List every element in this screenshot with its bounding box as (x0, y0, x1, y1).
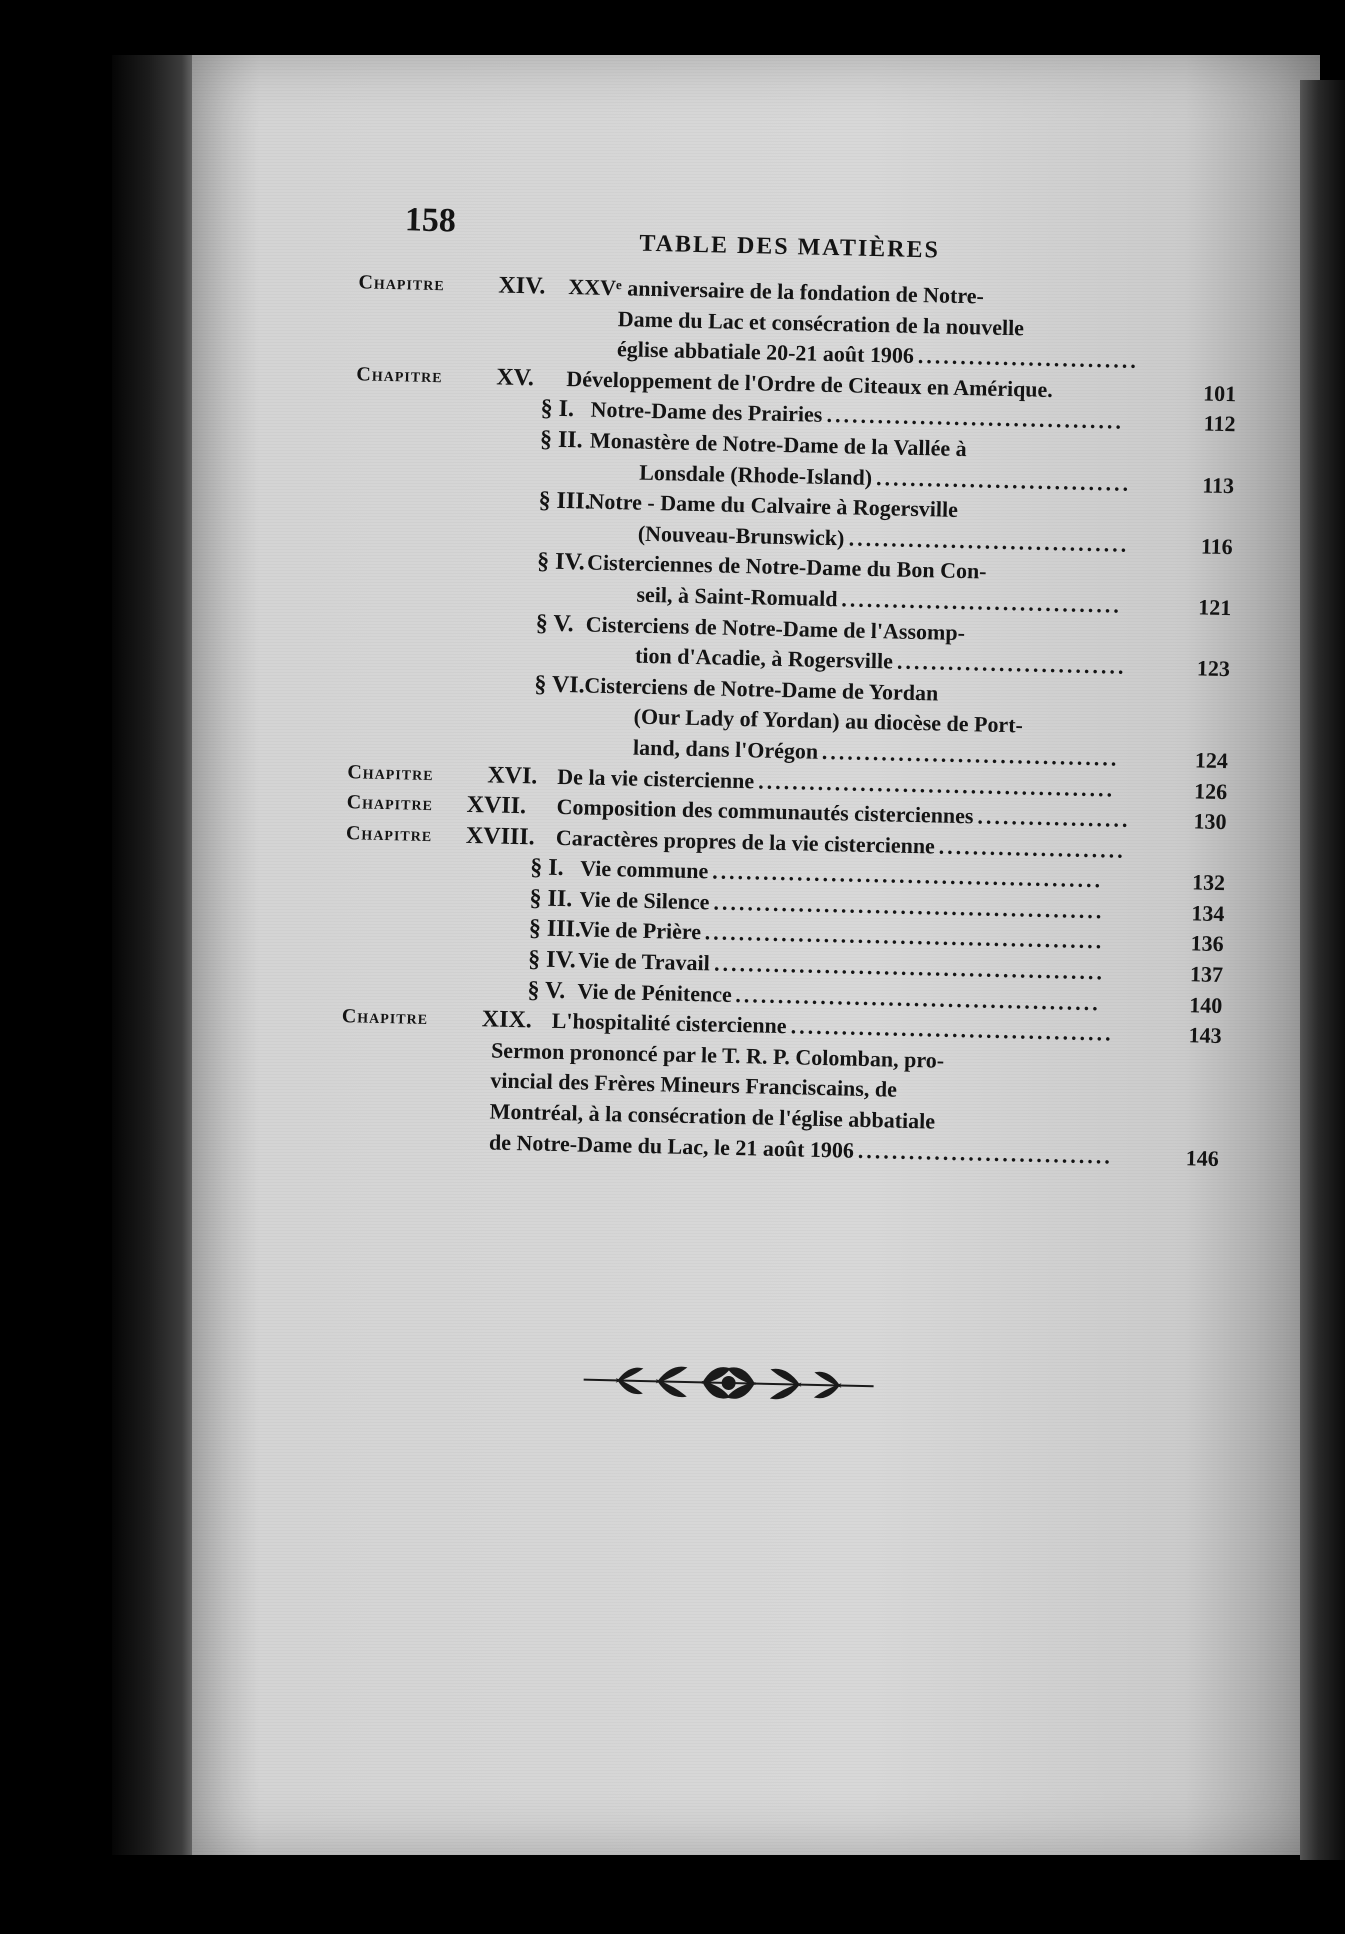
entry-title: L'hospitalité cistercienne (551, 1008, 787, 1039)
dot-leader: ........................... (896, 648, 1127, 679)
page-reference: 101 (1202, 380, 1237, 406)
dot-leader: .............................................. (713, 950, 1106, 985)
page-reference: 123 (1196, 655, 1231, 682)
chapter-number: § V. (527, 976, 566, 1004)
entry-title: tion d'Acadie, à Rogersville (634, 642, 894, 674)
toc-appendix-entry (339, 1032, 1222, 1174)
chapter-label: Chapitre (346, 791, 434, 816)
entry-title: Monastère de Notre-Dame de la Vallée à (589, 427, 967, 462)
entry-title: Développement de l'Ordre de Citeaux en Amérique. (566, 365, 1054, 402)
page-reference: 116 (1200, 533, 1234, 559)
dot-leader: ................................. (841, 586, 1123, 618)
entry-title: (Our Lady of Yordan) au diocèse de Port- (633, 703, 1024, 738)
page-reference: 143 (1188, 1022, 1222, 1049)
dot-leader: .................. (977, 803, 1131, 833)
entry-title: Dame du Lac et consécration de la nouvelle (617, 305, 1025, 340)
chapter-number: § IV. (527, 946, 577, 974)
chapter-number: § VI. (534, 671, 585, 699)
entry-title: Cisterciens de Notre-Dame de l'Assomp- (585, 611, 966, 645)
page-reference: 132 (1191, 869, 1226, 896)
chapter-number: § IV. (536, 548, 586, 576)
page-reference: 136 (1190, 930, 1224, 957)
dot-leader: ................................... (826, 402, 1125, 435)
entry-title: Caractères propres de la vie cistercienne (555, 824, 936, 859)
chapter-number: § III. (538, 487, 591, 515)
dot-leader: ........................................... (735, 981, 1102, 1015)
entry-title: Vie de Prière (578, 916, 702, 945)
chapter-number: § V. (535, 609, 574, 637)
fleuron-ornament (578, 1360, 879, 1407)
entry-title: de Notre-Dame du Lac, le 21 août 1906 (488, 1129, 855, 1163)
page-number: 158 (404, 201, 457, 240)
dot-leader: .............................................. (713, 889, 1105, 924)
entry-title: Composition des communautés cisterciennes (556, 793, 974, 829)
entry-title: Notre-Dame des Prairies (590, 396, 823, 428)
entry-title: Lonsdale (Rhode-Island) (638, 459, 873, 490)
dot-leader: .......................................... (758, 767, 1116, 802)
table-of-contents (339, 267, 1239, 1174)
entry-title: Cisterciens de Notre-Dame de Yordan (584, 672, 939, 706)
chapter-label: Chapitre (358, 271, 445, 296)
chapter-number: § I. (529, 854, 564, 882)
entry-title: Vie commune (579, 855, 709, 884)
chapter-number: § III. (528, 915, 582, 943)
entry-title: seil, à Saint-Romuald (636, 581, 838, 612)
page-reference: 134 (1191, 900, 1225, 926)
dot-leader: ................................... (821, 738, 1120, 771)
dot-leader: ............................................... (704, 919, 1105, 954)
chapter-number: § II. (529, 885, 573, 913)
entry-title: Vie de Travail (577, 947, 711, 976)
entry-title: Vie de Pénitence (577, 978, 733, 1007)
page-reference: 140 (1189, 991, 1223, 1018)
entry-title: Notre - Dame du Calvaire à Rogersville (588, 488, 959, 523)
entry-title: Cisterciennes de Notre-Dame du Bon Con- (586, 549, 987, 584)
entry-title: vincial des Frères Mineurs Franciscains, de (490, 1067, 898, 1103)
chapter-number: XV. (496, 364, 535, 392)
page-reference: 124 (1194, 747, 1229, 774)
page-reference: 126 (1193, 777, 1228, 804)
page-reference: 113 (1202, 472, 1235, 498)
entry-title: Sermon prononcé par le T. R. P. Colomban, pro- (490, 1037, 945, 1073)
chapter-label: Chapitre (341, 1005, 429, 1030)
running-head: TABLE DES MATIÈRES (639, 230, 941, 264)
entry-title: land, dans l'Orégon (632, 734, 819, 764)
chapter-number: XIV. (498, 272, 546, 300)
dot-leader: ...................................... (790, 1013, 1114, 1046)
entry-title: Montréal, à la consécration de l'église abbatiale (489, 1098, 936, 1134)
entry-title: (Nouveau-Brunswick) (637, 520, 845, 551)
entry-title: XXVᵉ anniversaire de la fondation de Notre- (568, 274, 985, 309)
page-reference: 121 (1198, 594, 1232, 621)
chapter-number: § I. (540, 395, 575, 423)
chapter-number: § II. (539, 426, 583, 454)
chapter-number: XVII. (466, 791, 527, 820)
dot-leader: .......................... (917, 343, 1140, 374)
page-reference: 130 (1193, 808, 1227, 835)
entry-title: Vie de Silence (579, 886, 710, 915)
page-reference: 137 (1189, 961, 1224, 988)
dot-leader: ...................... (938, 833, 1127, 863)
chapter-number: XIX. (481, 1006, 533, 1034)
chapter-number: XVIII. (465, 822, 535, 851)
dot-leader: ................................. (848, 525, 1130, 557)
dot-leader: .............................................. (711, 858, 1104, 893)
chapter-label: Chapitre (347, 760, 434, 785)
dot-leader: .............................. (857, 1137, 1114, 1169)
entry-title: De la vie cistercienne (557, 763, 755, 793)
dot-leader: .............................. (875, 464, 1132, 496)
entry-title: église abbatiale 20-21 août 1906 (616, 336, 915, 369)
chapter-label: Chapitre (345, 821, 433, 846)
page-reference: 146 (1185, 1144, 1220, 1171)
chapter-number: XVI. (487, 761, 538, 789)
chapter-label: Chapitre (356, 363, 443, 387)
page-reference: 112 (1203, 410, 1236, 437)
